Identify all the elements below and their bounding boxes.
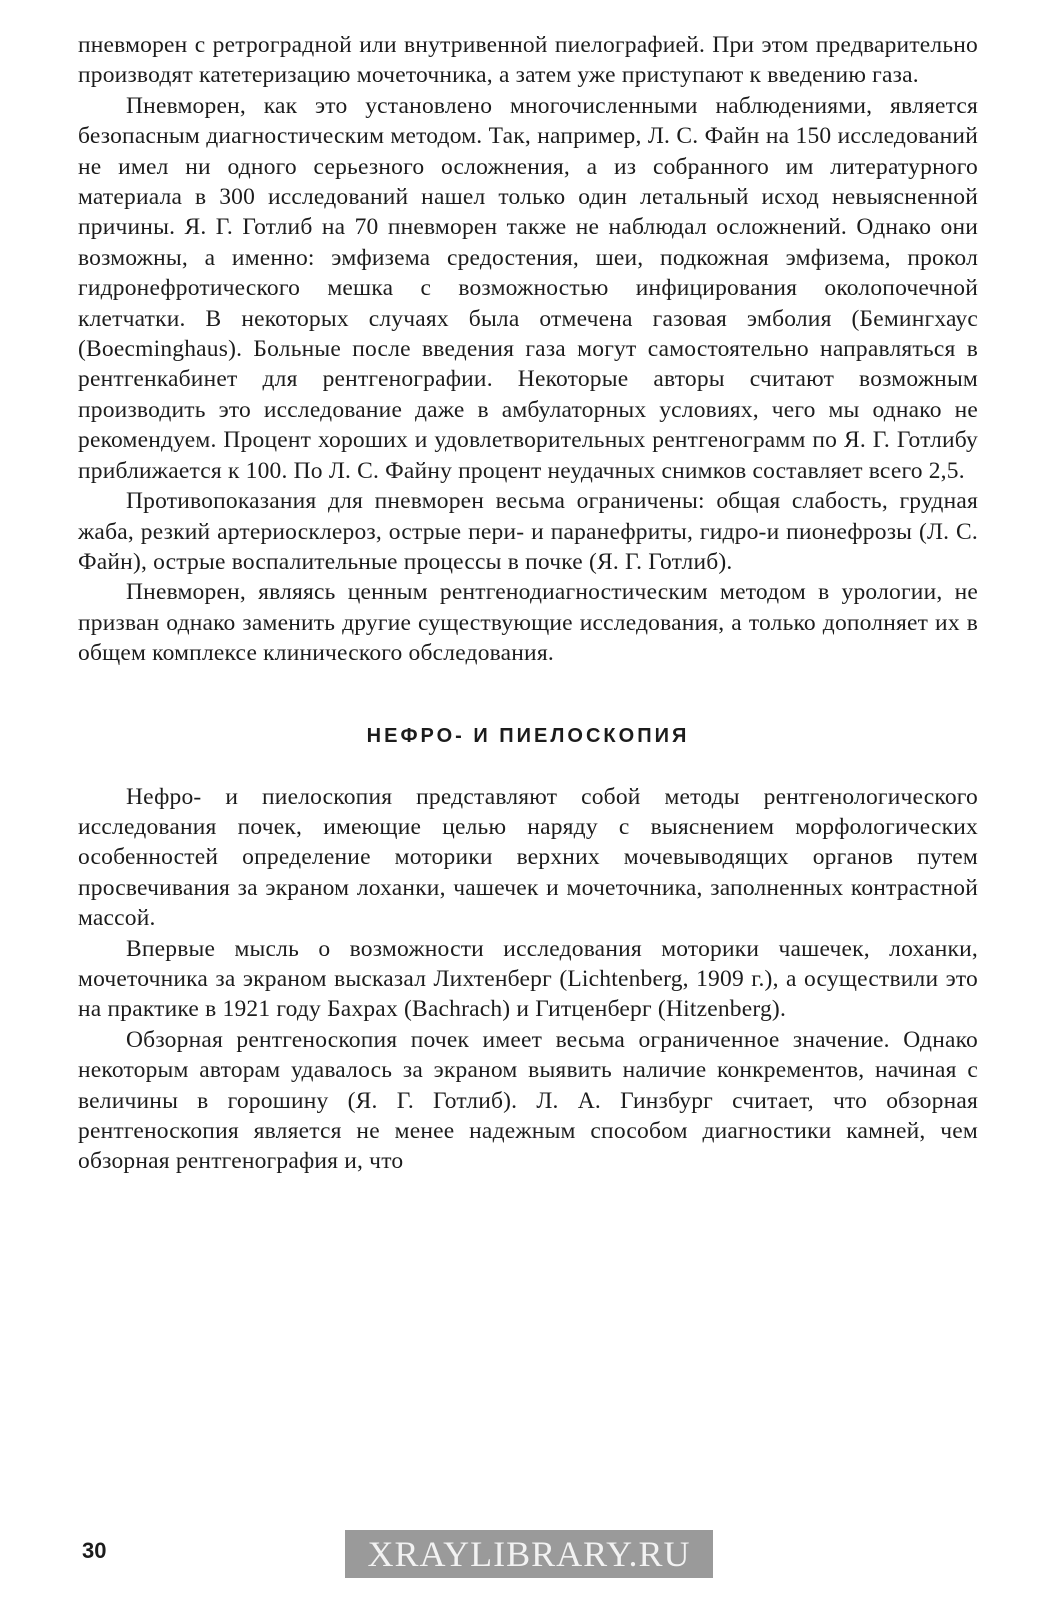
section-heading: НЕФРО- И ПИЕЛОСКОПИЯ xyxy=(366,724,690,747)
paragraph-nephroscopy-definition: Нефро- и пиелоскопия представляют собой методы рентгенологического исследования почек, имеющие целью наряду с выяснением морфологических особенностей определение моторики верхних мочевыводящих органов путем просвечивания за экраном лоханки, чашечек и мочеточника, заполненных контрастной массой. xyxy=(78,783,978,932)
paragraph-pneumoren-value: Пневморен, являясь ценным рентгенодиагностическим методом в урологии, не призван однако заменить другие существующие исследования, а только дополняет их в общем комплексе клинического обследования. xyxy=(78,579,978,667)
paragraph-continuation: пневморен с ретроградной или внутривенной пиелографией. При этом предварительно производят катетеризацию мочеточника, а затем уже приступают к введению газа. xyxy=(78,32,978,89)
page-number: 30 xyxy=(82,1538,107,1563)
watermark: XRAYLIBRARY.RU xyxy=(345,1530,713,1578)
paragraph-pneumoren-safety: Пневморен, как это установлено многочисленными наблюдениями, является безопасным диагностическим методом. Так, например, Л. С. Файн на 150 исследований не имел ни одного серьезного осложнения, а из собранного им литературного материала в 300 исследований нашел только один летальный исход невыясненной причины. Я. Г. Готлиб на 70 пневморен также не наблюдал осложнений. Однако они возможны, а именно: эмфизема средостения, шеи, подкожная эмфизема, прокол гидронефротического мешка с возможностью инфицирования околопочечной клетчатки. В некоторых случаях была отмечена газовая эмболия (Бемингхаус (Boecminghaus). Больные после введения газа могут самостоятельно направляться в рентгенкабинет для рентгенографии. Некоторые авторы считают возможным производить это исследование даже в амбулаторных условиях, чего мы однако не рекомендуем. Процент хороших и удовлетворительных рентгенограмм по Я. Г. Готлибу приближается к 100. По Л. С. Файну процент неудачных снимков составляет всего 2,5. xyxy=(78,92,978,484)
paragraph-survey-fluoroscopy: Обзорная рентгеноскопия почек имеет весьма ограниченное значение. Однако некоторым авторам удавалось за экраном выявить наличие конкрементов, начиная с величины в горошину (Я. Г. Готлиб). Л. А. Гинзбург считает, что обзорная рентгеноскопия является не менее надежным способом диагностики камней, чем обзорная рентгенография и, что xyxy=(78,1026,978,1175)
paragraph-contraindications: Противопоказания для пневморен весьма ограничены: общая слабость, грудная жаба, резкий артериосклероз, острые пери- и паранефриты, гидро-и пионефрозы (Л. С. Файн), острые воспалительные процессы в почке (Я. Г. Готлиб). xyxy=(78,488,978,575)
paragraph-history: Впервые мысль о возможности исследования моторики чашечек, лоханки, мочеточника за экраном высказал Лихтенберг (Lichtenberg, 1909 г.), а осуществили это на практике в 1921 году Бахрах (Bachrach) и Гитценберг (Hitzenberg). xyxy=(78,935,978,1023)
page-body xyxy=(78,30,978,1177)
